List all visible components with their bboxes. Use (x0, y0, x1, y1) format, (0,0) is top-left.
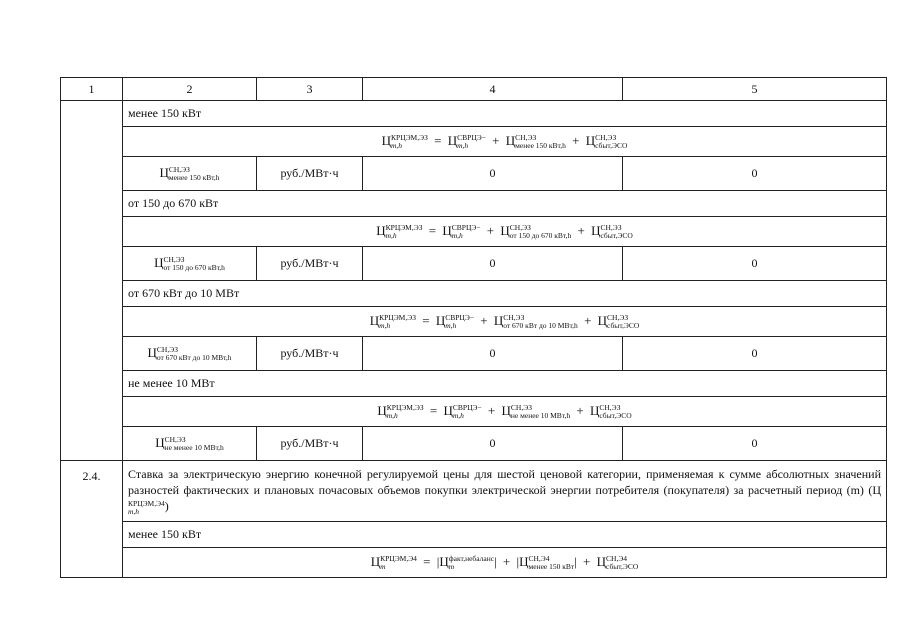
values-row (61, 337, 887, 371)
value-cell: 0 (363, 247, 623, 281)
band-label: от 150 до 670 кВт (123, 191, 887, 217)
price-symbol: Ц СН,ЭЗ не менее 10 МВт,h (123, 427, 257, 461)
formula-cell (123, 397, 887, 427)
header-cell: 2 (123, 78, 257, 101)
value-cell: 0 (623, 427, 887, 461)
formula-row (61, 127, 887, 157)
value-cell: 0 (623, 247, 887, 281)
formula-row (61, 217, 887, 247)
tariff-table (60, 77, 887, 578)
formula: Ц КРЦЭМ,ЭЗ m,h = Ц СВРЦЭ− m,h + Ц СН,ЭЗ не менее 10 МВт,h + Ц СН,ЭЗ сбыт,ЭСО (377, 402, 632, 420)
band-label-row (61, 522, 887, 548)
formula: Ц КРЦЭМ,ЭЗ m,h = Ц СВРЦЭ− m,h + Ц СН,ЭЗ от 670 кВт до 10 МВт,h + Ц СН,ЭЗ сбыт,ЭСО (369, 312, 640, 330)
band-label: не менее 10 МВт (123, 371, 887, 397)
band-label-row (61, 101, 887, 127)
header-cell: 3 (257, 78, 363, 101)
value-cell: 0 (363, 157, 623, 191)
formula: Ц КРЦЭМ,ЭЗ m,h = Ц СВРЦЭ− m,h + Ц СН,ЭЗ от 150 до 670 кВт,h + Ц СН,ЭЗ сбыт,ЭСО (376, 222, 633, 240)
formula-row (61, 307, 887, 337)
price-symbol: Ц СН,ЭЗ менее 150 кВт,h (123, 157, 257, 191)
unit-cell: руб./МВт·ч (257, 247, 363, 281)
band-label: менее 150 кВт (123, 101, 887, 127)
formula-cell (123, 307, 887, 337)
band-label: от 670 кВт до 10 МВт (123, 281, 887, 307)
value-cell: 0 (623, 337, 887, 371)
empty-number-cell (61, 101, 123, 461)
price-symbol: Ц СН,ЭЗ от 670 кВт до 10 МВт,h (123, 337, 257, 371)
section-row (61, 461, 887, 522)
price-symbol: Ц СН,ЭЗ от 150 до 670 кВт,h (123, 247, 257, 281)
unit-cell: руб./МВт·ч (257, 427, 363, 461)
unit-cell: руб./МВт·ч (257, 157, 363, 191)
formula-row (61, 548, 887, 578)
unit-cell: руб./МВт·ч (257, 337, 363, 371)
values-row (61, 157, 887, 191)
band-label: менее 150 кВт (123, 522, 887, 548)
section-number: 2.4. (61, 461, 123, 578)
value-cell: 0 (623, 157, 887, 191)
formula-cell (123, 217, 887, 247)
formula: Ц КРЦЭМ,ЭЗ m,h = Ц СВРЦЭ− m,h + Ц СН,ЭЗ менее 150 кВт,h + Ц СН,ЭЗ сбыт,ЭСО (381, 132, 628, 150)
value-cell: 0 (363, 337, 623, 371)
value-cell: 0 (363, 427, 623, 461)
formula-cell (123, 127, 887, 157)
band-label-row (61, 191, 887, 217)
formula: Ц КРЦЭМ,Э4 m = |Ц факт,небаланс m | + |Ц СН,Э4 менее 150 кВт | + Ц СН,Э4 сбыт,ЭСО (370, 553, 639, 571)
formula-row (61, 397, 887, 427)
values-row (61, 427, 887, 461)
formula-cell (123, 548, 887, 578)
header-cell: 4 (363, 78, 623, 101)
section-description: Ставка за электрическую энергию конечной регулируемой цены для шестой ценовой категории, применяемая к сумме абсолютных значений разностей фактических и плановых почасовых объемов покупки электрической энергии потребителя (покупателя) за расчетный период (m) (Ц КРЦЭМ,Э4 m,h ) (123, 461, 887, 522)
band-label-row (61, 371, 887, 397)
header-cell: 5 (623, 78, 887, 101)
header-cell: 1 (61, 78, 123, 101)
band-label-row (61, 281, 887, 307)
header-row (61, 78, 887, 101)
values-row (61, 247, 887, 281)
